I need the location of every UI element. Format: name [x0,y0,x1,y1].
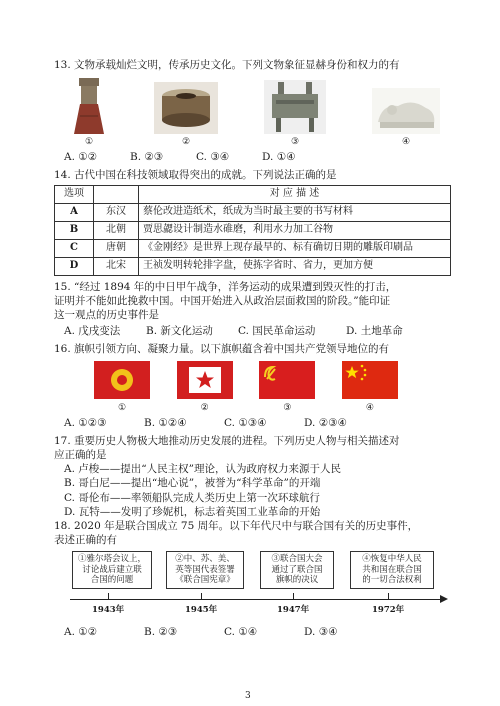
flag-2 [177,361,233,414]
question-15-line-2: 证明并不能如此挽救中国。中国开始进入从政治层面救国的阶段。”能印证 [54,294,391,307]
row-option[interactable]: B [55,221,94,239]
timeline-event-4 [350,551,434,589]
option-c[interactable]: C. ①④ [224,626,258,639]
table-row [55,239,451,257]
timeline-tick [108,593,109,599]
table-row [55,203,451,221]
question-16-options [64,416,454,430]
flag-label: ② [200,402,209,413]
row-option[interactable]: D [55,257,94,275]
flag-images [94,361,398,414]
row-era: 北朝 [94,221,139,239]
page-number: 3 [245,691,251,701]
option-d[interactable]: D. ①④ [262,151,296,164]
option-b[interactable]: B. 哥白尼——提出“地心说”，被誉为“科学革命”的开端 [64,477,321,490]
question-15-line-3: 这一观点的历史事件是 [54,309,159,321]
question-14-table [54,185,451,276]
event-text: 共和国在联合国 [362,564,422,575]
timeline-event-3 [260,551,334,589]
header-description: 对 应 描 述 [139,185,451,203]
artifact-label: ④ [401,137,411,148]
row-option[interactable]: A [55,203,94,221]
timeline-axis [70,599,442,600]
option-a[interactable]: A. ①② [64,626,98,639]
artifact-1 [70,76,108,148]
timeline-year: 1947年 [277,605,310,616]
question-18-options [64,625,454,639]
option-b[interactable]: B. ①②④ [144,416,187,429]
row-era: 北宋 [94,257,139,275]
timeline-tick [293,593,294,599]
option-d[interactable]: D. ③④ [304,626,338,639]
artifact-label: ③ [290,137,300,148]
option-c[interactable]: C. ③④ [196,151,230,164]
event-text: 讨论战后建立联 [82,564,142,575]
flag-label: ① [117,402,127,413]
option-a[interactable]: A. ①② [64,151,98,164]
timeline-event-2 [166,551,244,589]
flag-party-image [259,361,315,399]
bronze-ding-image [264,80,326,134]
event-text: ①雅尔塔会议上， [77,554,146,565]
option-d[interactable]: D. ②③④ [304,416,347,429]
flag-star-sun-image [94,361,150,399]
timeline-ruler [70,551,450,621]
option-a[interactable]: A. ①②③ [64,416,107,429]
flag-hammer-sickle-star-image [177,361,233,399]
row-description: 《金刚经》是世界上现存最早的、标有确切日期的雕版印刷品 [139,239,451,257]
event-text: 旗帜的决议 [275,575,319,586]
option-a[interactable]: A. 戊戌变法 [64,325,121,338]
question-14 [54,168,454,275]
flag-3 [259,361,315,414]
question-15-line-1: 15. “经过 1894 年的中日甲午战争，洋务运动的成果遭到毁灭性的打击， [54,280,397,293]
question-13 [54,58,454,164]
option-c[interactable]: C. ①③④ [224,416,267,429]
option-b[interactable]: B. ②③ [144,626,178,639]
row-era: 唐朝 [94,239,139,257]
event-text: 的一切合法权利 [362,575,422,586]
event-text: 《联合国宪章》 [175,575,235,586]
option-a[interactable]: A. 卢梭——提出“人民主权”理论，认为政府权力来源于人民 [64,463,341,476]
flag-4 [342,361,398,414]
event-text: ④恢复中华人民 [362,554,422,565]
option-d[interactable]: D. 土地革命 [346,325,403,338]
timeline-arrow-icon [440,595,448,603]
exam-page [54,58,454,643]
question-16 [54,342,454,429]
artifact-4 [372,88,440,148]
timeline-tick [388,593,389,599]
artifact-3 [264,80,326,148]
header-option: 选项 [55,185,94,203]
porcelain-pillow-image [372,88,440,134]
event-text: ②中、苏、美、 [175,554,235,565]
question-15 [54,280,454,339]
timeline-year: 1945年 [185,605,218,616]
row-description: 贾思勰设计制造水碓磨，利用水力加工谷物 [139,221,451,239]
question-18-line-2: 表述正确的有 [54,534,117,547]
row-description: 蔡伦改进造纸术，纸成为当时最主要的书写材料 [139,203,451,221]
option-b[interactable]: B. ②③ [130,151,164,164]
question-14-text: 14. 古代中国在科技领域取得突出的成就。下列说法正确的是 [54,169,337,182]
question-13-text: 13. 文物承载灿烂文明，传承历史文化。下列文物象征显赫身份和权力的有 [54,59,400,71]
option-c[interactable]: C. 哥伦布——率领船队完成人类历史上第一次环球航行 [64,491,320,504]
option-c[interactable]: C. 国民革命运动 [238,325,316,338]
option-b[interactable]: B. 新文化运动 [146,325,213,338]
table-row [55,221,451,239]
jade-cong-image [154,82,218,134]
event-text: ③联合国大会 [271,554,323,565]
header-era [94,185,139,203]
timeline-year: 1972年 [372,605,405,616]
question-17 [54,434,454,519]
bronze-zun-image [70,76,108,134]
question-16-text: 16. 旗帜引领方向、凝聚力量。以下旗帜蕴含着中国共产党领导地位的有 [54,343,390,356]
row-description: 王祯发明转轮排字盘，使拣字省时、省力，更加方便 [139,257,451,275]
question-17-line-1: 17. 重要历史人物极大地推动历史发展的进程。下列历史人物与相关描述对 [54,434,400,447]
question-18 [54,519,454,640]
artifact-label: ① [84,137,94,148]
artifact-2 [154,82,218,148]
flag-label: ③ [283,402,292,413]
timeline-tick [201,593,202,599]
table-row [55,257,451,275]
question-18-line-1: 18. 2020 年是联合国成立 75 周年。以下年代尺中与联合国有关的历史事件， [54,519,419,532]
row-era: 东汉 [94,203,139,221]
question-13-options [64,150,454,164]
flag-label: ④ [365,402,374,413]
question-15-options [64,324,454,338]
event-text: 英等国代表签署 [175,564,235,575]
artifact-label: ② [181,137,191,148]
question-17-line-2: 应正确的是 [54,449,107,461]
option-d[interactable]: D. 瓦特——发明了珍妮机，标志着英国工业革命的开始 [64,505,321,518]
artifact-images [70,76,440,148]
table-header [55,185,451,203]
flag-national-image [342,361,398,399]
event-text: 合国的问题 [90,575,134,586]
timeline-year: 1943年 [92,605,125,616]
flag-1 [94,361,150,414]
event-text: 通过了联合国 [271,564,323,575]
row-option[interactable]: C [55,239,94,257]
timeline-event-1 [72,551,152,589]
